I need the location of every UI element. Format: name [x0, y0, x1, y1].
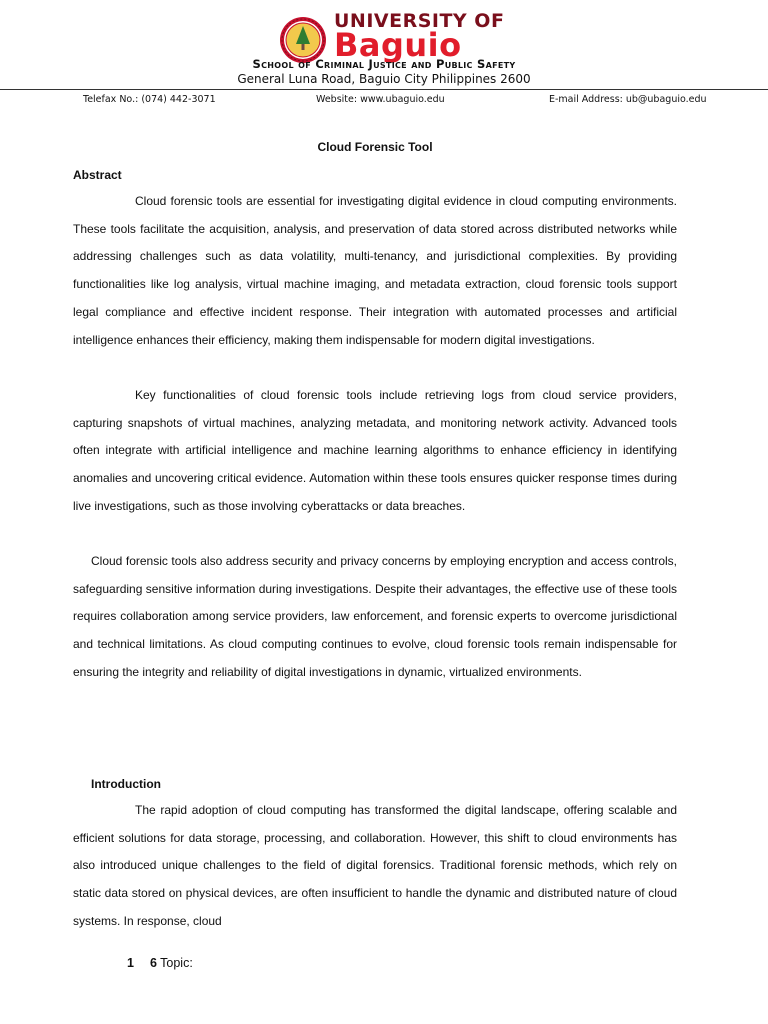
telefax-text: Telefax No.: (074) 442-3071 — [83, 94, 216, 105]
school-address: General Luna Road, Baguio City Philippines 2600 — [237, 72, 531, 86]
university-name-line2: Baguio — [334, 26, 462, 64]
introduction-paragraph: The rapid adoption of cloud computing has transformed the digital landscape, offering scalable and efficient solutions for data storage, processing, and collaboration. However, this shift to cloud environments has also introduced unique challenges to the field of digital forensics. Traditional forensic methods, which rely on static data stored on physical devices, are often insufficient to handle the dynamic and distributed nature of cloud systems. In response, cloud — [73, 803, 677, 928]
letterhead — [0, 0, 768, 110]
page-footer — [127, 956, 193, 970]
abstract-paragraph: Key functionalities of cloud forensic tools include retrieving logs from cloud service providers, capturing snapshots of virtual machines, analyzing metadata, and monitoring network activity. Advanced tools often integrate with artificial intelligence and machine learning algorithms to enhance efficiency in identifying anomalies and uncovering critical evidence. Automation within these tools ensures quicker response times during live investigations, such as those involving cyberattacks or data breaches. — [73, 388, 677, 513]
school-name: School of Criminal Justice and Public Safety — [252, 57, 516, 71]
topic-label: Topic: — [160, 956, 193, 970]
abstract-heading: Abstract — [73, 168, 122, 182]
website-text: Website: www.ubaguio.edu — [316, 94, 445, 105]
abstract-paragraph: Cloud forensic tools also address security and privacy concerns by employing encryption and access controls, safeguarding sensitive information during investigations. Despite their advantages, the effective use of these tools requires collaboration among service providers, law enforcement, and forensic experts to overcome jurisdictional and technical limitations. As cloud computing continues to evolve, cloud forensic tools remain indispensable for ensuring the integrity and reliability of digital investigations in dynamic, virtualized environments. — [73, 554, 677, 679]
document-title: Cloud Forensic Tool — [317, 140, 433, 154]
page-total: 6 — [149, 956, 157, 970]
abstract-paragraph: Cloud forensic tools are essential for investigating digital evidence in cloud computing environments. These tools facilitate the acquisition, analysis, and preservation of data stored across distributed networks while addressing challenges such as data volatility, multi-tenancy, and jurisdictional complexities. By providing functionalities like log analysis, virtual machine imaging, and metadata extraction, cloud forensic tools support legal compliance and effective incident response. Their integration with automated processes and artificial intelligence enhances their efficiency, making them indispensable for modern digital investigations. — [73, 194, 677, 347]
email-text: E-mail Address: ub@ubaguio.edu — [549, 94, 707, 105]
introduction-heading: Introduction — [91, 777, 161, 791]
header-divider — [0, 89, 768, 90]
university-name-line1: UNIVERSITY OF — [334, 10, 505, 32]
page-number: 1 — [127, 956, 134, 970]
